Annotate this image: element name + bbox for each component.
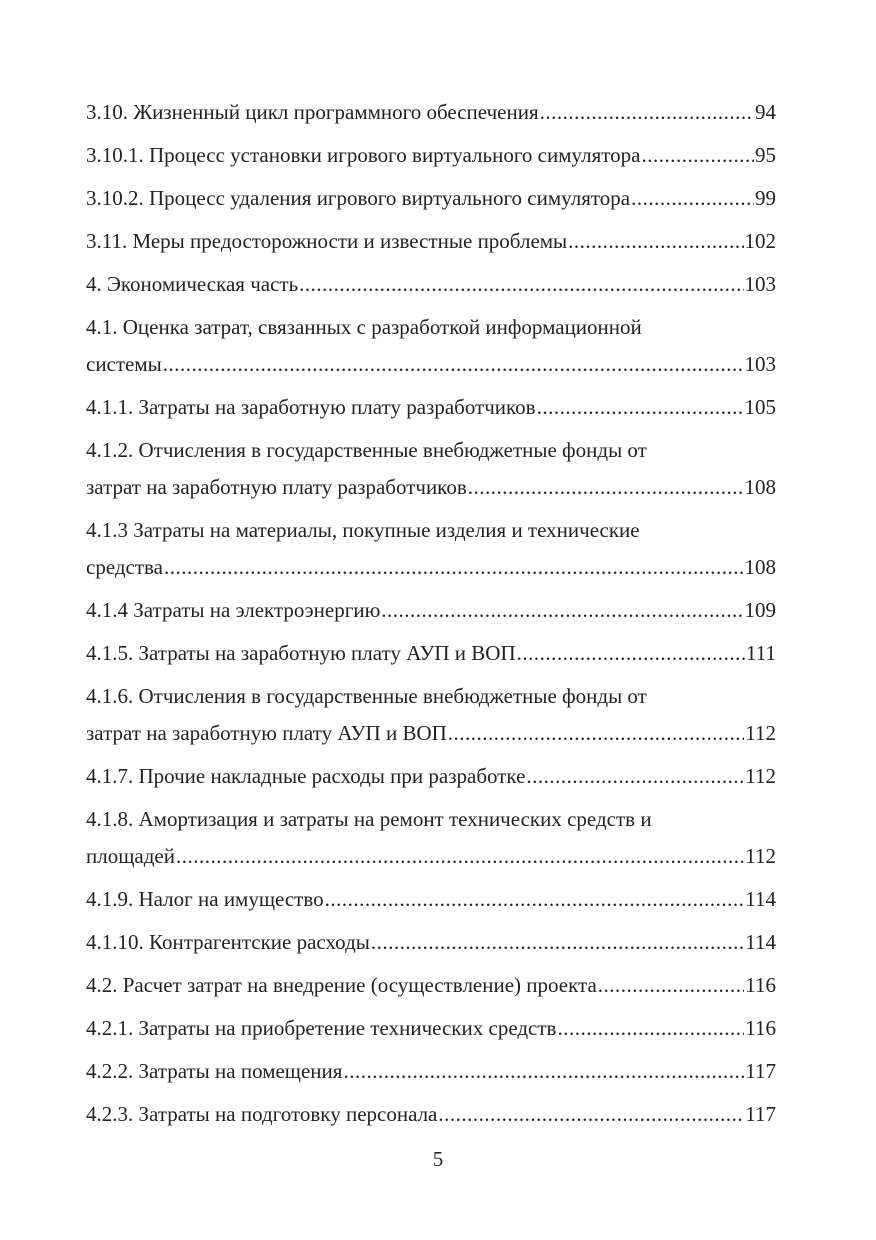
toc-entry-page: 103 <box>744 352 776 376</box>
toc-dot-leader <box>163 349 744 379</box>
toc-entry[interactable] <box>86 681 776 748</box>
toc-entry-title: 4.1.5. Затраты на заработную плату АУП и ВОП <box>86 641 516 665</box>
toc-entry[interactable] <box>86 595 776 625</box>
toc-entry-title: 4.1.10. Контрагентские расходы <box>86 930 370 954</box>
toc-entry-title-line <box>86 927 776 957</box>
toc-entry-page: 99 <box>755 186 776 210</box>
toc-entry-title-line <box>86 718 776 748</box>
toc-entry[interactable] <box>86 970 776 1000</box>
toc-entry-title: 4.2.2. Затраты на помещения <box>86 1059 343 1083</box>
toc-entry[interactable] <box>86 183 776 213</box>
toc-entry-page: 108 <box>744 475 776 499</box>
toc-entry-title: затрат на заработную плату АУП и ВОП <box>86 721 447 745</box>
toc-dot-leader <box>540 97 754 127</box>
toc-entry[interactable] <box>86 226 776 256</box>
toc-entry-title-line <box>86 140 776 170</box>
toc-entry-title-line <box>86 841 776 871</box>
toc-entry-page: 114 <box>745 887 776 911</box>
toc-entry-page: 105 <box>744 395 776 419</box>
toc-entry-title: 4.1.3 Затраты на материалы, покупные изделия и технические <box>86 518 640 542</box>
toc-entry-page: 114 <box>745 930 776 954</box>
toc-entry-title: 4.1.7. Прочие накладные расходы при разработке <box>86 764 526 788</box>
toc-dot-leader <box>641 140 754 170</box>
toc-entry-page: 103 <box>744 272 776 296</box>
toc-entry-title: 4.1.2. Отчисления в государственные внебюджетные фонды от <box>86 438 647 462</box>
toc-entry-title-line <box>86 638 776 668</box>
toc-entry[interactable] <box>86 312 776 379</box>
toc-dot-leader <box>526 761 744 791</box>
toc-entry-page: 117 <box>745 1102 776 1126</box>
toc-dot-leader <box>517 638 745 668</box>
toc-entry-title-wrap <box>86 681 776 711</box>
toc-entry-title-wrap <box>86 435 776 465</box>
toc-entry-title-line <box>86 97 776 127</box>
toc-entry-title-line <box>86 1013 776 1043</box>
toc-entry-page: 102 <box>744 229 776 253</box>
toc-entry-page: 112 <box>745 844 776 868</box>
toc-entry-page: 95 <box>755 143 776 167</box>
toc-entry-title-line <box>86 226 776 256</box>
toc-entry-title: затрат на заработную плату разработчиков <box>86 475 467 499</box>
toc-entry[interactable] <box>86 269 776 299</box>
toc-entry-title: 4.2.3. Затраты на подготовку персонала <box>86 1102 438 1126</box>
toc-entry-title: 4. Экономическая часть <box>86 272 299 296</box>
toc-dot-leader <box>448 718 744 748</box>
toc-entry-title-line <box>86 269 776 299</box>
toc-entry-title: 3.10.1. Процесс установки игрового виртуального симулятора <box>86 143 641 167</box>
toc-entry-title: системы <box>86 352 162 376</box>
toc-entry-title: средства <box>86 555 164 579</box>
toc-entry-title: 4.1. Оценка затрат, связанных с разработкой информационной <box>86 315 642 339</box>
toc-entry-page: 112 <box>745 721 776 745</box>
toc-entry-title-line <box>86 472 776 502</box>
toc-dot-leader <box>537 392 744 422</box>
toc-entry[interactable] <box>86 884 776 914</box>
toc-dot-leader <box>468 472 744 502</box>
toc-dot-leader <box>299 269 743 299</box>
toc-dot-leader <box>343 1056 744 1086</box>
toc-entry-page: 109 <box>744 598 776 622</box>
toc-entry-title-wrap <box>86 515 776 545</box>
toc-entry[interactable] <box>86 1056 776 1086</box>
toc-entry-page: 108 <box>744 555 776 579</box>
toc-entry-title-line <box>86 970 776 1000</box>
toc-dot-leader <box>438 1099 744 1129</box>
toc-entry-title-line <box>86 595 776 625</box>
toc-entry-page: 94 <box>755 100 776 124</box>
toc-entry-page: 116 <box>745 1016 776 1040</box>
toc-entry-title-line <box>86 552 776 582</box>
toc-entry-title: 3.10.2. Процесс удаления игрового виртуального симулятора <box>86 186 631 210</box>
toc-entry-page: 112 <box>745 764 776 788</box>
page-number: 5 <box>432 1147 444 1171</box>
toc-entry-title-line <box>86 183 776 213</box>
toc-dot-leader <box>381 595 743 625</box>
toc-entry[interactable] <box>86 927 776 957</box>
toc-entry-title: 4.2.1. Затраты на приобретение технических средств <box>86 1016 557 1040</box>
toc-entry[interactable] <box>86 638 776 668</box>
toc-entry-title-line <box>86 392 776 422</box>
toc-dot-leader <box>598 970 744 1000</box>
toc-entry-title-line <box>86 761 776 791</box>
toc-entry-title-wrap <box>86 804 776 834</box>
toc-dot-leader <box>631 183 754 213</box>
toc-entry-title: 4.2. Расчет затрат на внедрение (осуществление) проекта <box>86 973 597 997</box>
toc-entry-title-line <box>86 349 776 379</box>
toc-dot-leader <box>557 1013 744 1043</box>
toc-entry-title: 3.11. Меры предосторожности и известные проблемы <box>86 229 568 253</box>
toc-dot-leader <box>325 884 745 914</box>
toc-entry-title: площадей <box>86 844 175 868</box>
toc-dot-leader <box>164 552 743 582</box>
toc-entry[interactable] <box>86 1099 776 1129</box>
toc-entry[interactable] <box>86 804 776 871</box>
toc-entry[interactable] <box>86 140 776 170</box>
toc-entry-title: 4.1.8. Амортизация и затраты на ремонт технических средств и <box>86 807 652 831</box>
toc-entry-page: 116 <box>745 973 776 997</box>
toc-entry-title: 4.1.9. Налог на имущество <box>86 887 324 911</box>
toc-entry-page: 117 <box>745 1059 776 1083</box>
toc-dot-leader <box>176 841 744 871</box>
toc-entry-title-line <box>86 884 776 914</box>
toc-entry[interactable] <box>86 761 776 791</box>
toc-entry[interactable] <box>86 515 776 582</box>
toc-entry-title: 4.1.6. Отчисления в государственные внебюджетные фонды от <box>86 684 647 708</box>
toc-dot-leader <box>371 927 744 957</box>
toc-entry-title-wrap <box>86 312 776 342</box>
toc-entry-title: 4.1.1. Затраты на заработную плату разработчиков <box>86 395 536 419</box>
toc-entry-title-line <box>86 1056 776 1086</box>
toc-entry-title: 4.1.4 Затраты на электроэнергию <box>86 598 381 622</box>
toc-entry[interactable] <box>86 392 776 422</box>
table-of-contents <box>86 97 776 1142</box>
toc-dot-leader <box>568 226 743 256</box>
toc-entry[interactable] <box>86 97 776 127</box>
toc-entry-title: 3.10. Жизненный цикл программного обеспечения <box>86 100 539 124</box>
toc-entry-title-line <box>86 1099 776 1129</box>
toc-entry[interactable] <box>86 435 776 502</box>
toc-entry-page: 111 <box>746 641 776 665</box>
toc-entry[interactable] <box>86 1013 776 1043</box>
